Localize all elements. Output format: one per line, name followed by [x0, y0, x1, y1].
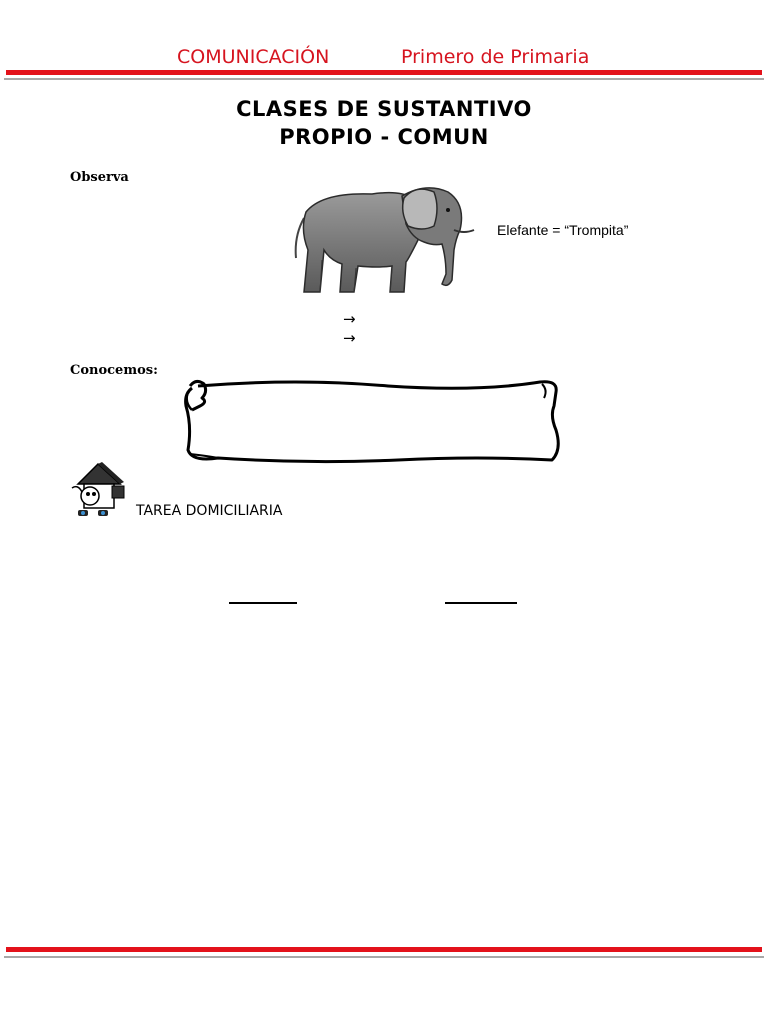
header-red-rule — [6, 70, 762, 75]
elephant-illustration — [288, 180, 478, 298]
footer-red-rule — [6, 947, 762, 952]
scroll-frame — [178, 376, 566, 468]
answer-blank-2 — [445, 602, 517, 604]
footer-grey-rule — [4, 956, 764, 958]
arrow-1: → — [343, 310, 356, 328]
observe-label: Observa — [70, 170, 129, 185]
header-grey-rule — [4, 78, 764, 80]
page-title-line2: PROPIO - COMUN — [279, 125, 489, 149]
homework-label: TAREA DOMICILIARIA — [136, 503, 283, 519]
homework-house-icon — [68, 460, 130, 520]
page-title-line1: CLASES DE SUSTANTIVO — [236, 97, 532, 121]
know-label: Conocemos: — [70, 363, 158, 378]
header-subject: COMUNICACIÓN — [177, 46, 330, 68]
arrow-2: → — [343, 329, 356, 347]
answer-blank-1 — [229, 602, 297, 604]
header-grade: Primero de Primaria — [401, 46, 590, 68]
elephant-caption: Elefante = “Trompita” — [497, 222, 629, 238]
